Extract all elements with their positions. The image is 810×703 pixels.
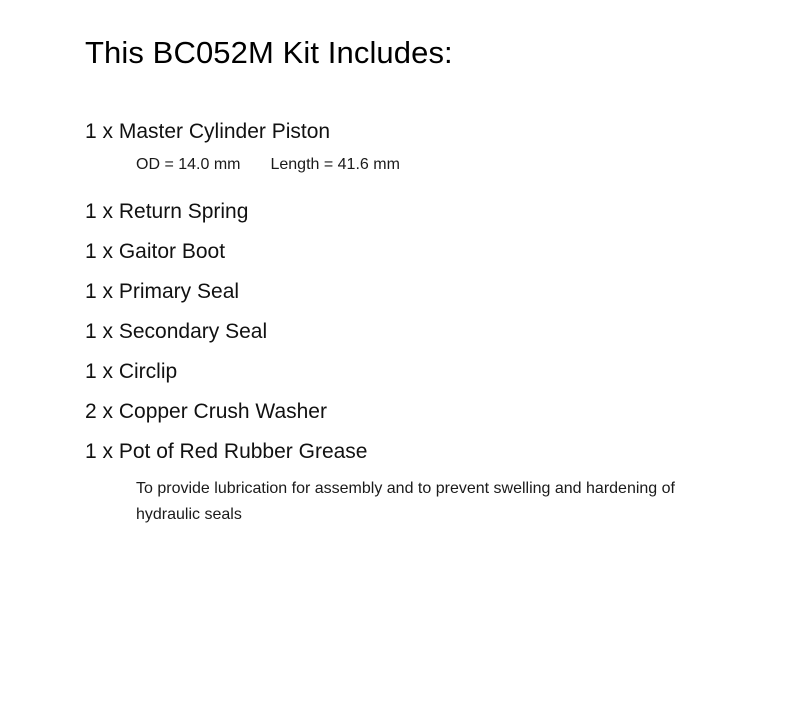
list-item-label: 2 x Copper Crush Washer	[85, 400, 327, 423]
list-item-label: 1 x Primary Seal	[85, 280, 240, 303]
grease-note: To provide lubrication for assembly and to prevent swelling and hardening of hydraulic seals	[136, 480, 675, 523]
kit-contents-list	[85, 118, 745, 542]
list-item	[85, 318, 745, 346]
list-item	[85, 278, 745, 306]
list-item-label: 1 x Master Cylinder Piston	[85, 120, 331, 143]
page-title: This BC052M Kit Includes:	[85, 35, 453, 70]
list-item-label: 1 x Gaitor Boot	[85, 240, 226, 263]
list-item	[85, 398, 745, 426]
list-item	[85, 238, 745, 266]
list-item-label: 1 x Pot of Red Rubber Grease	[85, 440, 368, 463]
list-item-label: 1 x Return Spring	[85, 200, 249, 223]
list-item	[85, 198, 745, 226]
list-item	[85, 358, 745, 386]
list-item	[85, 118, 745, 178]
list-item-label: 1 x Secondary Seal	[85, 320, 268, 343]
piston-od-spec: OD = 14.0 mm	[136, 156, 241, 173]
list-item-label: 1 x Circlip	[85, 360, 178, 383]
list-item	[85, 438, 745, 528]
piston-specs	[136, 152, 745, 178]
piston-length-spec: Length = 41.6 mm	[270, 156, 400, 173]
